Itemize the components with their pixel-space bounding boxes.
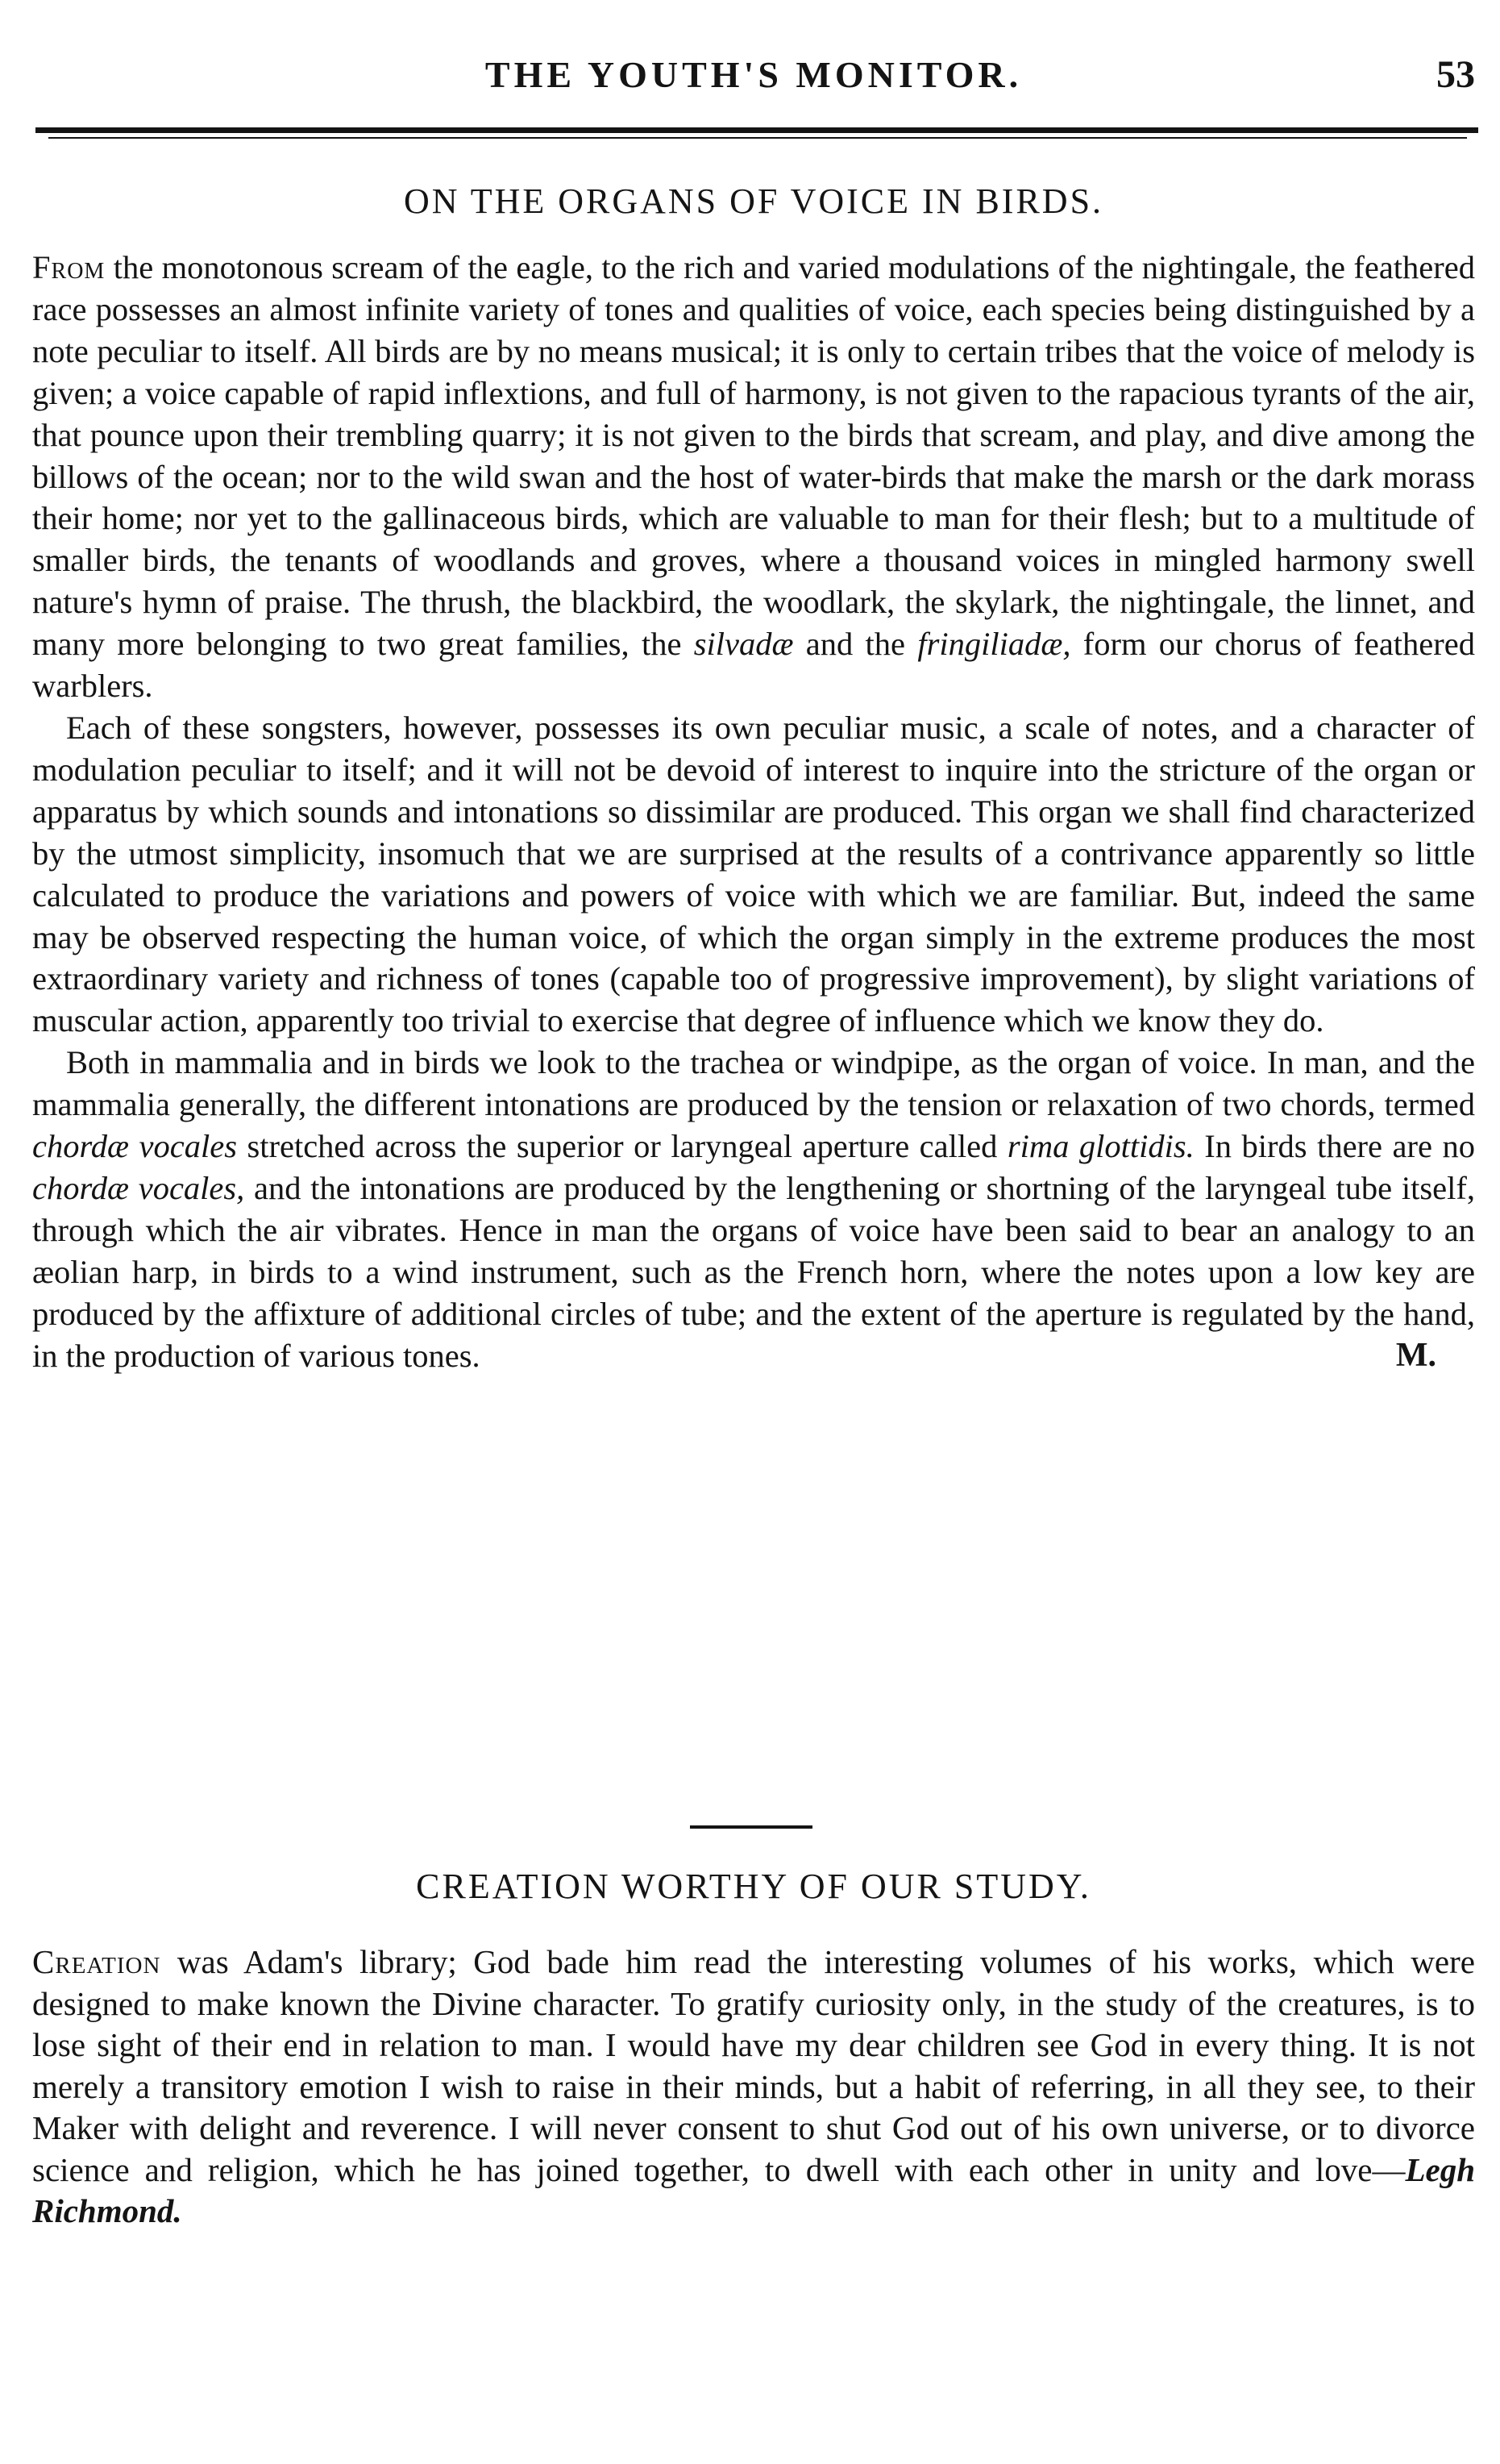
article-organs-of-voice [32, 179, 1475, 1376]
article-title: ON THE ORGANS OF VOICE IN BIRDS. [403, 181, 1104, 221]
running-title: THE YOUTH'S MONITOR. [484, 54, 1023, 95]
italic-term: silvadæ [693, 626, 794, 663]
text-run: was Adam's library; God bade him read the interesting volumes of his works, which were designed to make known the Divine character. To gratify curiosity only, in the study of the creatures, is to lose sight of their end in relation to man. I would have my dear children see God in every thing. It is not merely a transitory emotion I wish to raise in their minds, but a habit of referring, in all they see, to their Maker with delight and reverence. I will never consent to shut God out of his own universe, or to divorce science and religion, which he has joined together, to dwell with each other in unity and love— [32, 1943, 1475, 2188]
paragraph [32, 247, 1475, 707]
text-run: the monotonous scream of the eagle, to the rich and varied modulations of the nightingale, the feathered race possesses an almost infinite variety of tones and qualities of voice, each species being distinguished by a note peculiar to itself. All birds are by no means musical; it is only to certain tribes that the voice of melody is given; a voice capable of rapid inflextions, and full of harmony, is not given to the rapacious tyrants of the air, that pounce upon their trembling quarry; it is not given to the birds that scream, and play, and dive among the billows of the ocean; nor to the wild swan and the host of water-birds that make the marsh or the dark morass their home; nor yet to the gallinaceous birds, which are valuable to man for their flesh; but to a multitude of smaller birds, the tenants of woodlands and groves, where a thousand voices in mingled harmony swell nature's hymn of praise. The thrush, the blackbird, the woodlark, the skylark, the nightingale, the linnet, and many more belonging to two great families, the [32, 249, 1475, 663]
text-run: and the intonations are produced by the lengthening or shortning of the laryngeal tube itself, through which the air vibrates. Hence in man the organs of voice have been said to bear an analogy to an æolian harp, in birds to a wind instrument, such as the French horn, where the notes upon a low key are produced by the affixture of additional circles of tube; and the extent of the aperture is regulated by the hand, in the production of various tones. [32, 1169, 1475, 1374]
author-attribution: Legh Richmond. [32, 2150, 1475, 2229]
page-number: 53 [1436, 53, 1475, 96]
author-signature: M. [1395, 1337, 1436, 1375]
italic-term: chordæ vocales, [32, 1169, 245, 1206]
running-head [32, 47, 1475, 103]
text-run: form our chorus of feathered warblers. [32, 626, 1475, 705]
header-rule [35, 127, 1478, 133]
header-rule-thin [48, 137, 1467, 139]
text-run: and the [793, 626, 918, 663]
paragraph [32, 1042, 1475, 1376]
text-run: Both in mammalia and in birds we look to the trachea or windpipe, as the organ of voice. In man, and the mammalia generally, the different intonations are produced by the tension or relaxation of two chords, termed [32, 1044, 1475, 1123]
text-run: stretched across the superior or laryngeal aperture called [236, 1128, 1008, 1165]
section-divider [690, 1825, 812, 1829]
lead-word: From [32, 249, 106, 285]
text-run: In birds there are no [1194, 1128, 1475, 1165]
italic-term: rima glottidis. [1007, 1128, 1195, 1165]
article-creation-worthy [32, 1864, 1475, 2233]
italic-term: fringiliadæ, [917, 626, 1071, 663]
article-title: CREATION WORTHY OF OUR STUDY. [416, 1867, 1091, 1906]
lead-word: Creation [32, 1943, 161, 1980]
paragraph [32, 1942, 1475, 2233]
italic-term: chordæ vocales [32, 1128, 237, 1165]
paragraph: Each of these songsters, however, possesses its own peculiar music, a scale of notes, and a character of modulation peculiar to itself; and it will not be devoid of interest to inquire into the stricture of the organ or apparatus by which sounds and intonations so dissimilar are produced. This organ we shall find characterized by the utmost simplicity, insomuch that we are surprised at the results of a contrivance apparently so little calculated to produce the variations and powers of voice with which we are familiar. But, indeed the same may be observed respecting the human voice, of which the organ simply in the extreme produces the most extraordinary variety and richness of tones (capable too of progressive improvement), by slight variations of muscular action, apparently too trivial to exercise that degree of influence which we know they do. [32, 709, 1475, 1039]
